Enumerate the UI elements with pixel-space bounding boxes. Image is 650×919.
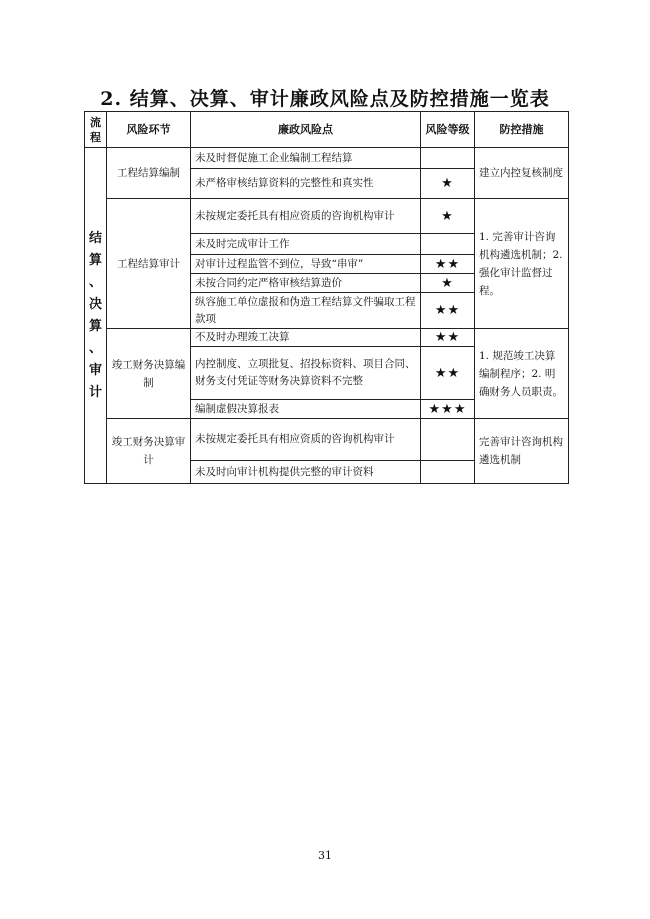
risk-cell: 内控制度、立项批复、招投标资料、项目合同、财务支付凭证等财务决算资料不完整 bbox=[191, 347, 421, 400]
segment-cell: 竣工财务决算编制 bbox=[107, 329, 191, 419]
measure-cell: 1. 规范竣工决算编制程序；2. 明确财务人员职责。 bbox=[475, 329, 569, 419]
measure-cell: 1. 完善审计咨询机构遴选机制；2. 强化审计监督过程。 bbox=[475, 199, 569, 329]
risk-cell: 不及时办理竣工决算 bbox=[191, 329, 421, 347]
segment-cell: 竣工财务决算审计 bbox=[107, 419, 191, 484]
risk-cell: 未及时向审计机构提供完整的审计资料 bbox=[191, 461, 421, 484]
level-cell: ★ bbox=[421, 169, 475, 199]
header-risk-point: 廉政风险点 bbox=[191, 112, 421, 148]
table-row bbox=[85, 329, 569, 347]
measure-cell: 完善审计咨询机构遴选机制 bbox=[475, 419, 569, 484]
risk-cell: 纵容施工单位虚报和伪造工程结算文件骗取工程款项 bbox=[191, 293, 421, 329]
page-title: 2. 结算、决算、审计廉政风险点及防控措施一览表 bbox=[100, 88, 550, 110]
level-cell: ★ bbox=[421, 274, 475, 293]
header-measure: 防控措施 bbox=[475, 112, 569, 148]
table-header-row bbox=[85, 112, 569, 148]
level-cell: ★ bbox=[421, 199, 475, 234]
level-cell bbox=[421, 461, 475, 484]
level-cell: ★★ bbox=[421, 347, 475, 400]
segment-cell: 工程结算审计 bbox=[107, 199, 191, 329]
level-cell: ★★ bbox=[421, 293, 475, 329]
table-row bbox=[85, 199, 569, 234]
risk-table bbox=[84, 111, 569, 484]
level-cell bbox=[421, 148, 475, 169]
level-cell: ★★ bbox=[421, 255, 475, 274]
risk-cell: 未及时督促施工企业编制工程结算 bbox=[191, 148, 421, 169]
page-number: 31 bbox=[318, 849, 332, 862]
table-row bbox=[85, 419, 569, 461]
header-level: 风险等级 bbox=[421, 112, 475, 148]
table-row bbox=[85, 148, 569, 169]
flow-cell: 结 算 、 决 算 、 审 计 bbox=[85, 148, 107, 484]
risk-cell: 未按合同约定严格审核结算造价 bbox=[191, 274, 421, 293]
header-segment: 风险环节 bbox=[107, 112, 191, 148]
risk-cell: 未及时完成审计工作 bbox=[191, 234, 421, 255]
risk-cell: 编制虚假决算报表 bbox=[191, 400, 421, 419]
risk-cell: 未按规定委托具有相应资质的咨询机构审计 bbox=[191, 199, 421, 234]
level-cell: ★★★ bbox=[421, 400, 475, 419]
risk-cell: 未按规定委托具有相应资质的咨询机构审计 bbox=[191, 419, 421, 461]
level-cell bbox=[421, 419, 475, 461]
level-cell bbox=[421, 234, 475, 255]
segment-cell: 工程结算编制 bbox=[107, 148, 191, 199]
measure-cell: 建立内控复核制度 bbox=[475, 148, 569, 199]
level-cell: ★★ bbox=[421, 329, 475, 347]
risk-cell: 未严格审核结算资料的完整性和真实性 bbox=[191, 169, 421, 199]
risk-cell: 对审计过程监管不到位，导致“串审” bbox=[191, 255, 421, 274]
risk-table-wrapper bbox=[84, 111, 569, 484]
header-flow: 流程 bbox=[85, 112, 107, 148]
